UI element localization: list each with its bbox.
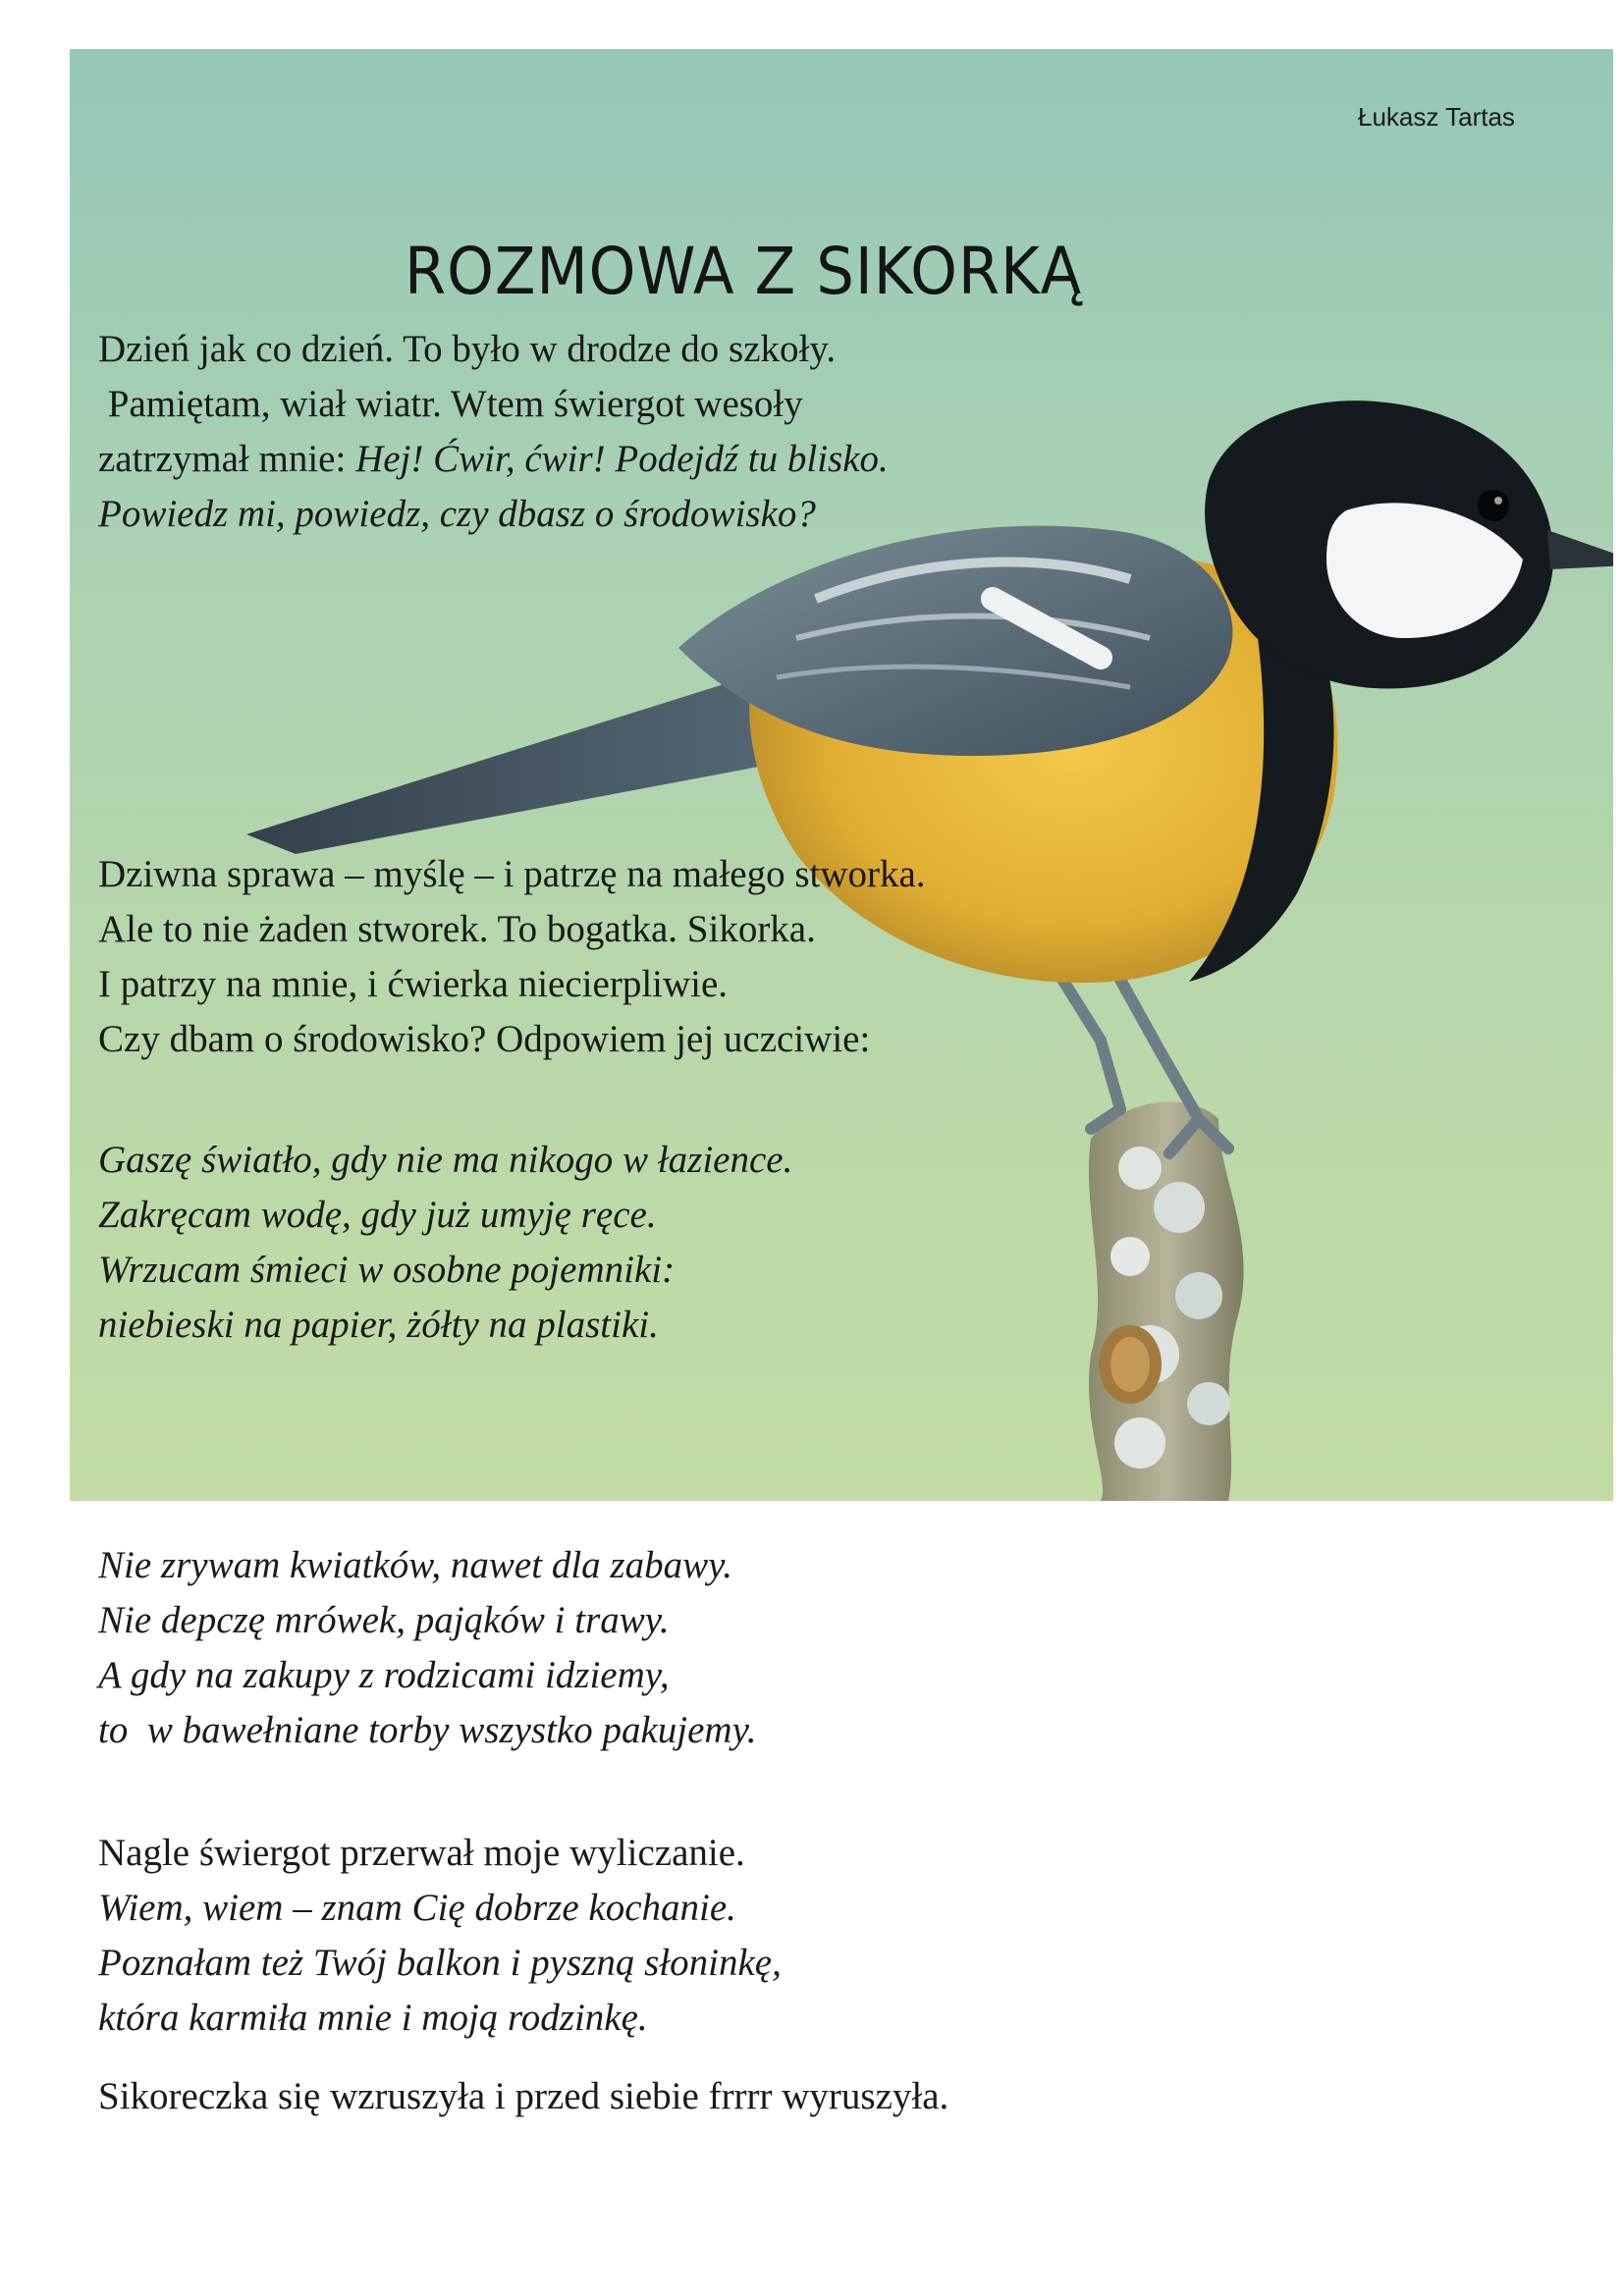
poem-line: A gdy na zakupy z rodzicami idziemy, (98, 1654, 670, 1696)
stanza-4 (98, 1538, 757, 1758)
poem-line: Zakręcam wodę, gdy już umyję ręce. (98, 1194, 657, 1236)
stanza-1 (98, 322, 889, 542)
poem-line: Sikoreczka się wzruszyła i przed siebie frrrr wyruszyła. (98, 2075, 949, 2117)
poem-title: ROZMOWA Z SIKORKĄ (405, 234, 1083, 309)
poem-line: Poznałam też Twój balkon i pyszną słoninkę, (98, 1942, 782, 1984)
poem-line: Gaszę światło, gdy nie ma nikogo w łazience. (98, 1139, 793, 1181)
poem-line: Dzień jak co dzień. To było w drodze do szkoły. (98, 328, 837, 370)
poem-line: Wrzucam śmieci w osobne pojemniki: (98, 1249, 676, 1291)
poem-line: która karmiła mnie i moją rodzinkę. (98, 1997, 648, 2039)
poem-line-italic-part: Hej! Ćwir, ćwir! Podejdź tu blisko. (355, 438, 889, 480)
poem-line: Pamiętam, wiał wiatr. Wtem świergot wesoły (98, 383, 803, 425)
stanza-3 (98, 1133, 792, 1353)
bird-tail (246, 667, 816, 854)
poem-line: Powiedz mi, powiedz, czy dbasz o środowisko? (98, 493, 816, 535)
poem-line-plain-part: zatrzymał mnie: (98, 438, 356, 480)
poem-line: Nie zrywam kwiatków, nawet dla zabawy. (98, 1544, 733, 1586)
poem-line: Czy dbam o środowisko? Odpowiem jej uczciwie: (98, 1018, 871, 1060)
bird-eye (1478, 490, 1509, 521)
poem-line: Dziwna sprawa – myślę – i patrzę na małego stworka. (98, 853, 926, 895)
stanza-5 (98, 1826, 782, 2046)
poem-line: to w bawełniane torby wszystko pakujemy. (98, 1709, 757, 1751)
branch (1089, 1102, 1244, 1501)
poem-line: niebieski na papier, żółty na plastiki. (98, 1304, 659, 1346)
poem-line: I patrzy na mnie, i ćwierka niecierpliwie. (98, 963, 729, 1005)
bird-beak (1547, 530, 1613, 569)
poem-line (98, 432, 889, 487)
poem-line: Ale to nie żaden stworek. To bogatka. Sikorka. (98, 908, 816, 950)
poem-line: Nagle świergot przerwał moje wyliczanie. (98, 1832, 745, 1874)
stanza-6 (98, 2069, 948, 2124)
poem-line: Nie depczę mrówek, pająków i trawy. (98, 1599, 670, 1641)
poem-line: Wiem, wiem – znam Cię dobrze kochanie. (98, 1887, 736, 1929)
author-name: Łukasz Tartas (1358, 102, 1515, 132)
stanza-2 (98, 847, 926, 1067)
